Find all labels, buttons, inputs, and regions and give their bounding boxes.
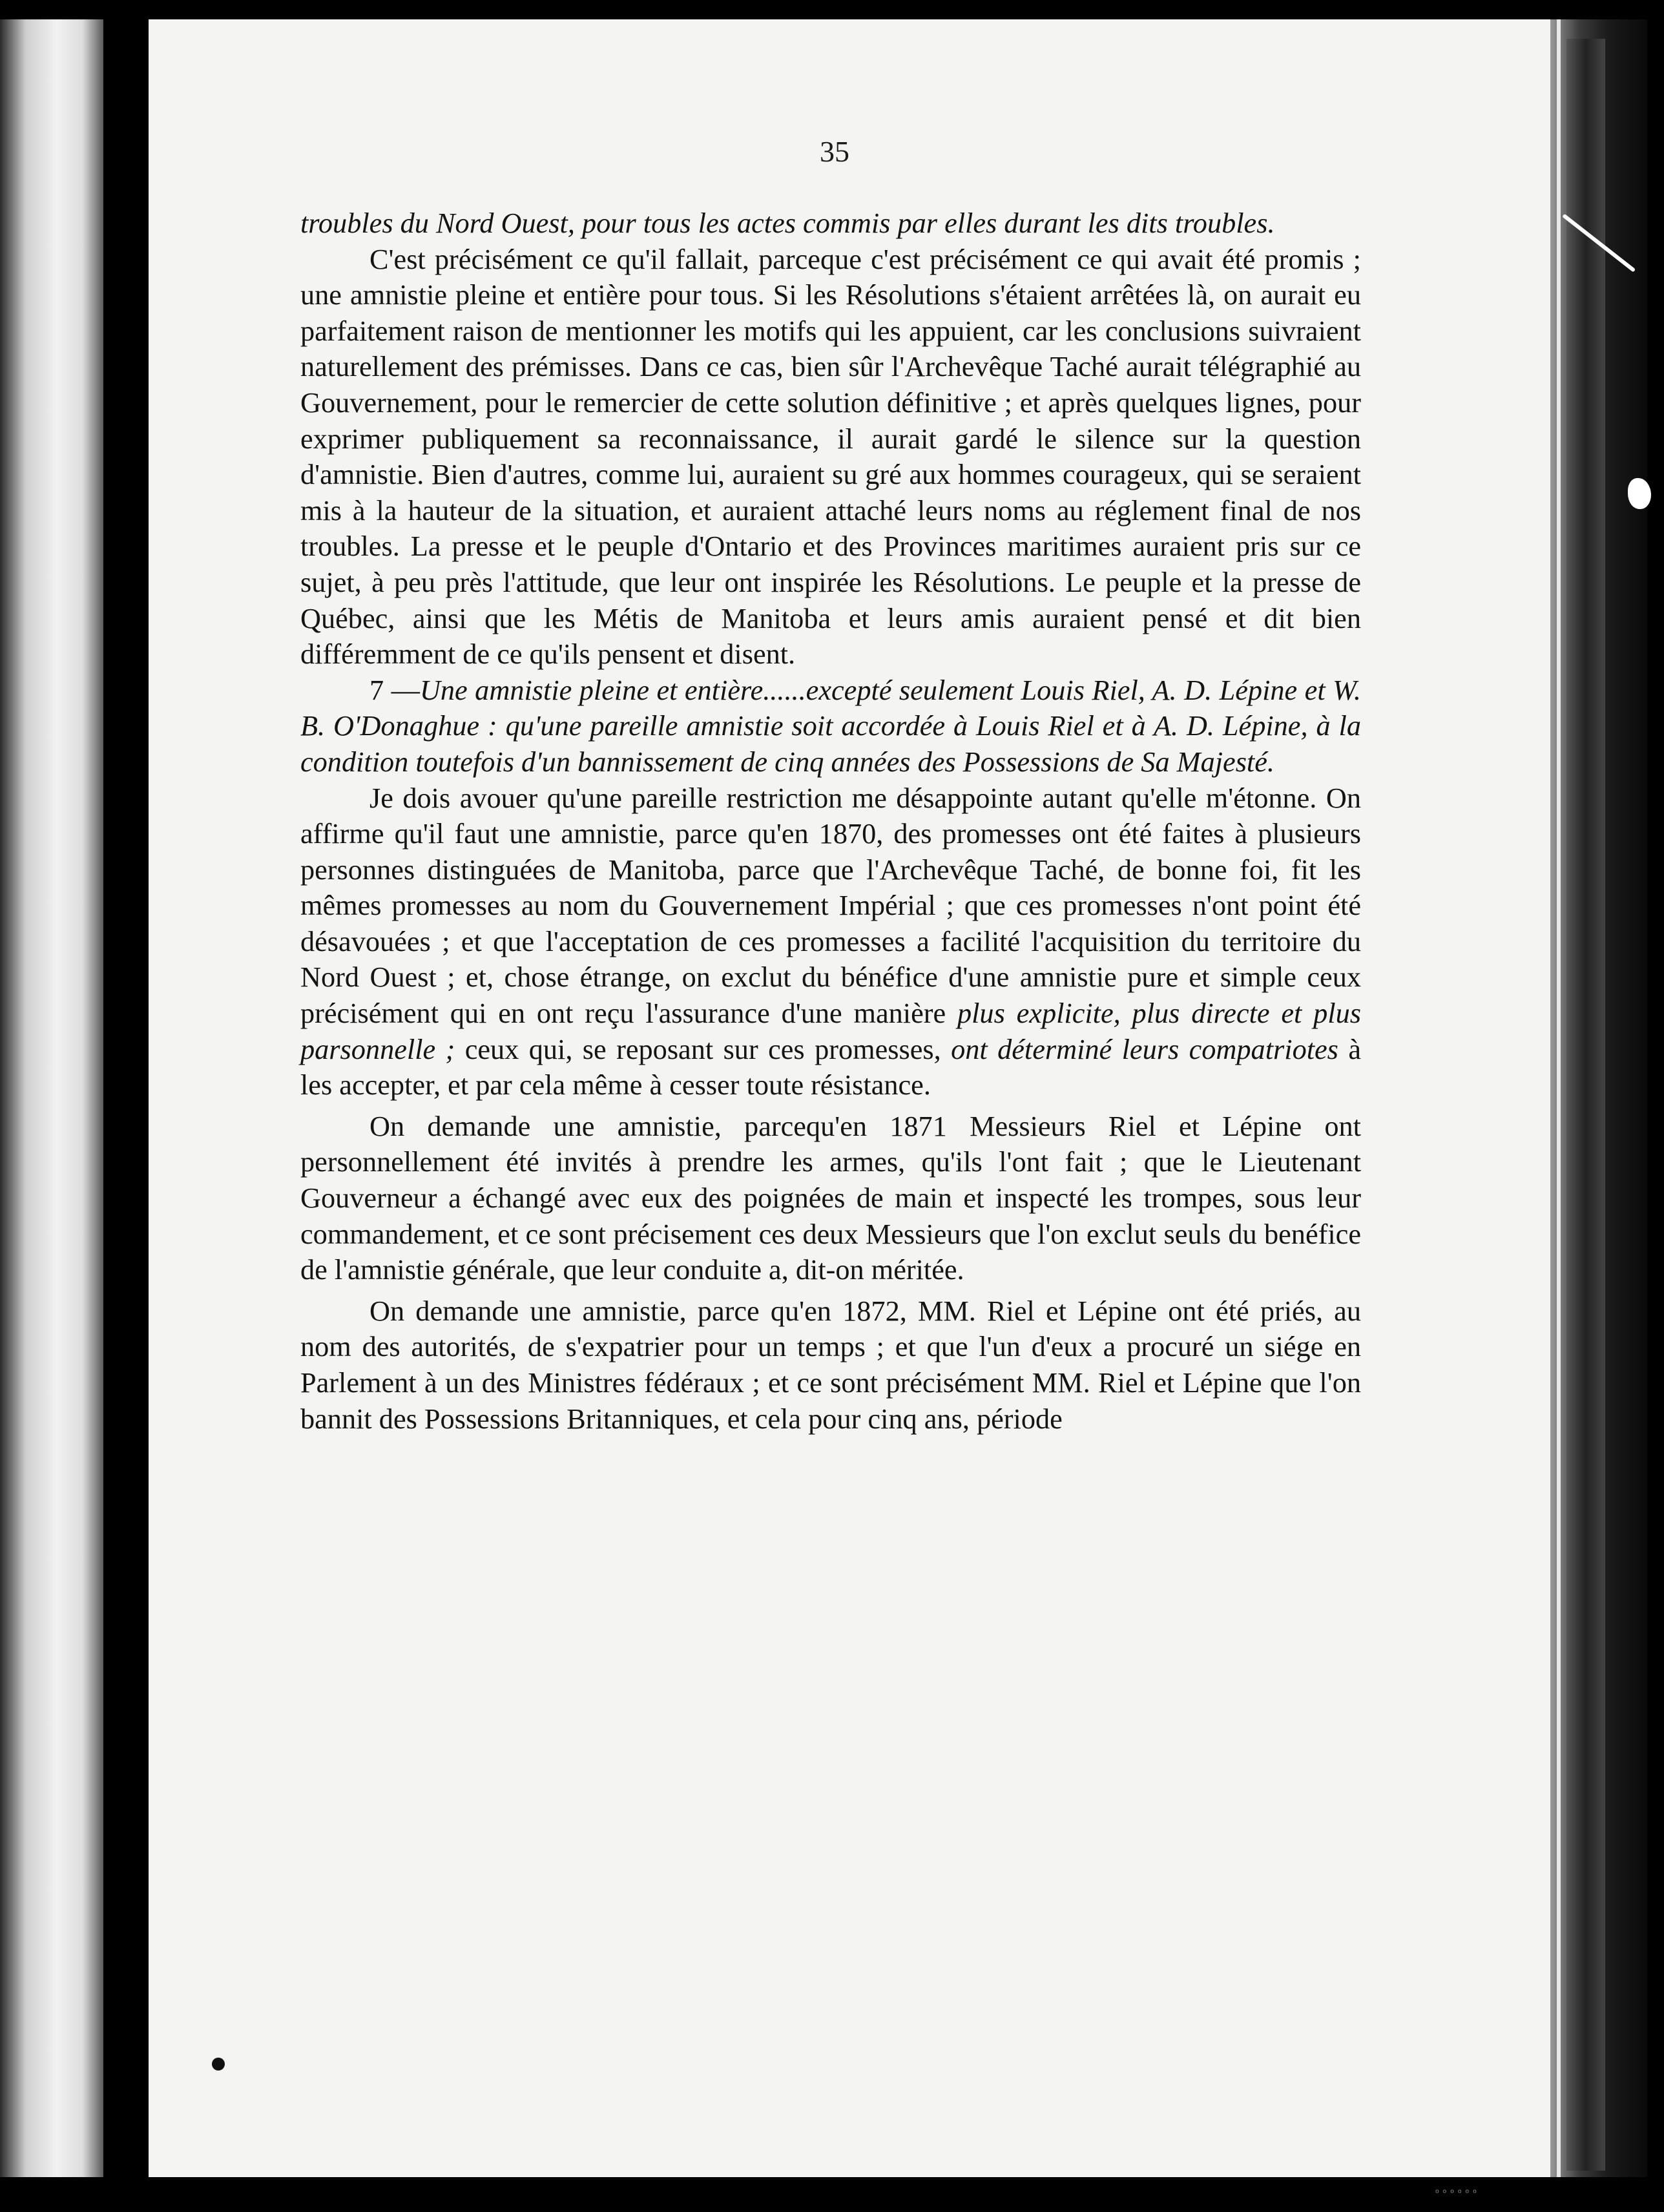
- paragraph-3-lead: 7 —: [369, 674, 420, 706]
- paragraph-4-segment-1: Je dois avouer qu'une pareille restriction me désappointe autant qu'elle m'étonne. On affirme qu'il faut une amnistie, parce qu'en 1870, des promesses ont été faites à plusieurs personnes distinguées de Manitoba, parce que l'Archevêque Taché, de bonne foi, fit les mêmes promesses au nom du Gouvernement Impérial ; que ces promesses n'ont point été désavouées ; et que l'acceptation de ces promesses a facilité l'acquisition du territoire du Nord Ouest ; et, chose étrange, on exclut du bénéfice d'une amnistie pure et simple ceux précisément qui en ont reçu l'assurance d'une manière: [300, 782, 1361, 1030]
- paragraph-4: [300, 780, 1361, 1103]
- paragraph-1: troubles du Nord Ouest, pour tous les actes commis par elles durant les dits troubles.: [300, 207, 1275, 239]
- scan-corner-mark: ᵒᵒᵒᵒᵒᵒ: [1434, 2187, 1479, 2199]
- binding-shadow: [1566, 39, 1605, 2171]
- paragraph-3-text: Une amnistie pleine et entière......excepté seulement Louis Riel, A. D. Lépine et W. B. O'Donaghue : qu'une pareille amnistie soit accordée à Louis Riel et à A. D. Lépine, à la condition toutefois d'un bannissement de cinq années des Possessions de Sa Majesté.: [300, 674, 1361, 778]
- paragraph-4-segment-5: à les accepter, et par cela même à cesser toute résistance.: [300, 1033, 1361, 1101]
- scan-speck: [1628, 478, 1651, 509]
- body-text: [300, 205, 1361, 1437]
- page-number: 35: [820, 135, 849, 168]
- paragraph-3: [300, 673, 1361, 780]
- paragraph-5: On demande une amnistie, parcequ'en 1871 Messieurs Riel et Lépine ont personnellement été invités à prendre les armes, qu'ils l'ont fait ; que le Lieutenant Gouverneur a échangé avec eux des poignées de main et inspecté les trompes, sous leur commandement, et ce sont précisement ces deux Messieurs que l'on exclut seuls du benéfice de l'amnistie générale, que leur conduite a, dit-on méritée.: [300, 1110, 1361, 1286]
- paragraph-6: On demande une amnistie, parce qu'en 1872, MM. Riel et Lépine ont été priés, au nom des autorités, de s'expatrier pour un temps ; et que l'un d'eux a procuré un siége en Parlement à un des Ministres fédéraux ; et ce sont précisément MM. Riel et Lépine que l'on bannit des Possessions Britanniques, et cela pour cinq ans, période: [300, 1295, 1361, 1435]
- paragraph-4-segment-3: ceux qui, se reposant sur ces promesses,: [455, 1033, 952, 1065]
- book-gutter: [103, 0, 149, 2212]
- paragraph-4-segment-2: plus explicite, plus directe et plus parsonnelle ;: [300, 997, 1361, 1065]
- facing-page-edge: [0, 19, 103, 2177]
- paragraph-2: C'est précisément ce qu'il fallait, parceque c'est précisément ce qui avait été promis ; une amnistie pleine et entière pour tous. Si les Résolutions s'étaient arrêtées là, on aurait eu parfaitement raison de mentionner les motifs qui les appuient, car les conclusions suivraient naturellement des prémisses. Dans ce cas, bien sûr l'Archevêque Taché aurait télégraphié au Gouvernement, pour le remercier de cette solution définitive ; et après quelques lignes, pour exprimer publiquement sa reconnaissance, il aurait gardé le silence sur la question d'amnistie. Bien d'autres, comme lui, auraient su gré aux hommes courageux, qui se seraient mis à la hauteur de la situation, et auraient attaché leurs noms au réglement final de nos troubles. La presse et le peuple d'Ontario et des Provinces maritimes auraient pris sur ce sujet, à peu près l'attitude, que leur ont inspirée les Résolutions. Le peuple et la presse de Québec, ainsi que les Métis de Manitoba et leurs amis auraient pensé et dit bien différemment de ce qu'ils pensent et disent.: [300, 243, 1361, 671]
- paragraph-4-segment-4: ont déterminé leurs compatriotes: [951, 1033, 1338, 1065]
- page-edge-line: [1557, 19, 1561, 2177]
- ink-dot: [212, 2058, 225, 2071]
